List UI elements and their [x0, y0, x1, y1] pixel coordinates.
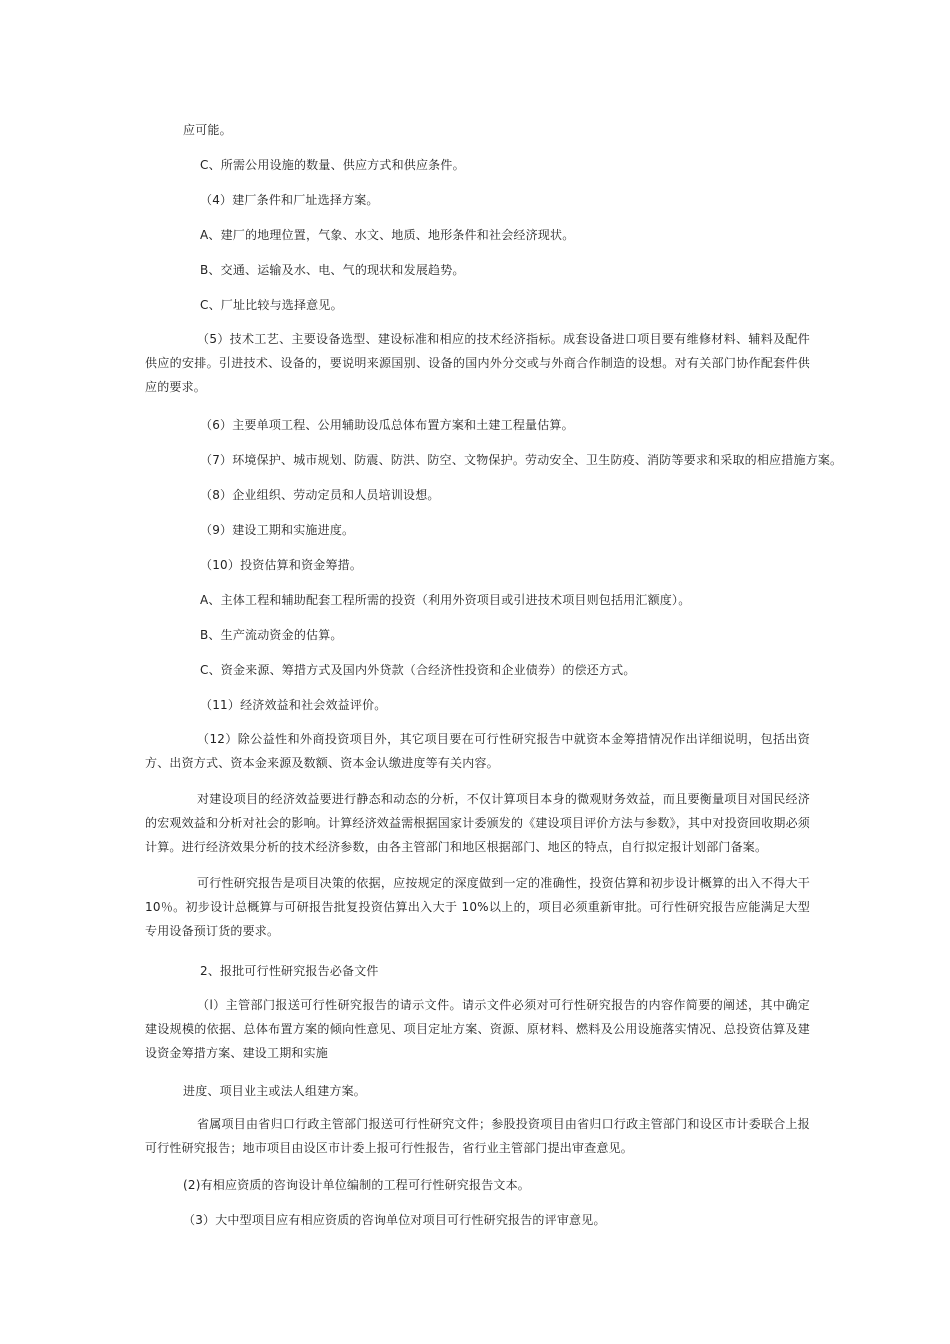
- item-c-funding-source: C、资金来源、筹措方式及国内外贷款（合经济性投资和企业债券）的偿还方式。: [200, 663, 636, 677]
- item-9-schedule: （9）建设工期和实施进度。: [200, 523, 355, 537]
- text-line-1: 应可能。: [183, 123, 232, 137]
- item-c-utilities: C、所需公用设施的数量、供应方式和供应条件。: [200, 158, 465, 172]
- item-8-organization: （8）企业组织、劳动定员和人员培训设想。: [200, 488, 440, 502]
- item-10-investment: （10）投资估算和资金筹措。: [200, 558, 363, 572]
- item-b-transport: B、交通、运输及水、电、气的现状和发展趋势。: [200, 263, 465, 277]
- item-11-benefits: （11）经济效益和社会效益评价。: [200, 698, 387, 712]
- item-a-main-investment: A、主体工程和辅助配套工程所需的投资（利用外资项目或引进技术项目则包括用汇额度）。: [200, 593, 691, 607]
- section-heading-2: 2、报批可行性研究报告必备文件: [200, 964, 379, 978]
- item-5-technology: （5）技术工艺、主要设备选型、建设标准和相应的技术经济指标。成套设备进口项目要有维修材料、辅料及配件供应的安排。引进技术、设备的，要说明来源国别、设备的国内外分交或与外商合作制造的设想。对有关部门协作配套件供应的要求。: [145, 332, 810, 394]
- continuation-line: 进度、项目业主或法人组建方案。: [183, 1084, 367, 1098]
- item-2-report-text: (2)有相应资质的咨询设计单位编制的工程可行性研究报告文本。: [183, 1178, 531, 1192]
- item-7-environment: （7）环境保护、城市规划、防震、防洪、防空、文物保护。劳动安全、卫生防疫、消防等要求和采取的相应措施方案。: [200, 453, 843, 467]
- feasibility-paragraph: 可行性研究报告是项目决策的依据，应按规定的深度做到一定的准确性，投资估算和初步设计概算的出入不得大干 10％。初步设计总概算与可研报告批复投资估算出入大于 10%以上的，项目必须重新审批。可行性研究报告应能满足大型专用设备预订货的要求。: [145, 876, 810, 938]
- item-a-location: A、建厂的地理位置，气象、水文、地质、地形条件和社会经济现状。: [200, 228, 575, 242]
- economic-analysis-paragraph: 对建设项目的经济效益要进行静态和动态的分析，不仅计算项目本身的微观财务效益，而且要衡量项目对国民经济的宏观效益和分析对社会的影响。计算经济效益需根据国家计委颁发的《建设项目评价方法与参数》，其中对投资回收期必须计算。进行经济效果分析的技术经济参数，由各主管部门和地区根据部门、地区的特点，自行拟定报计划部门备案。: [145, 792, 811, 854]
- item-4-site-conditions: （4）建厂条件和厂址选择方案。: [200, 193, 379, 207]
- item-6-layout: （6）主要单项工程、公用辅助设瓜总体布置方案和土建工程量估算。: [200, 418, 574, 432]
- item-1-request-document: （l）主管部门报送可行性研究报告的请示文件。请示文件必须对可行性研究报告的内容作简要的阐述，其中确定建设规模的依据、总体布置方案的倾向性意见、项目定址方案、资源、原材料、燃料及公用设施落实情况、总投资估算及建设资金筹措方案、建设工期和实施: [145, 998, 810, 1060]
- item-c-site-comparison: C、厂址比较与选择意见。: [200, 298, 343, 312]
- item-b-working-capital: B、生产流动资金的估算。: [200, 628, 343, 642]
- item-12-capital: （12）除公益性和外商投资项目外，其它项目要在可行性研究报告中就资本金筹措情况作出详细说明，包括出资方、出资方式、资本金来源及数额、资本金认缴进度等有关内容。: [145, 732, 810, 770]
- item-3-review-opinion: （3）大中型项目应有相应资质的咨询单位对项目可行性研究报告的评审意见。: [183, 1213, 606, 1227]
- provincial-project-paragraph: 省属项目由省归口行政主管部门报送可行性研究文件；参股投资项目由省归口行政主管部门和设区市计委联合上报可行性研究报告；地市项目由设区市计委上报可行性报告，省行业主管部门提出审查意见。: [145, 1117, 810, 1155]
